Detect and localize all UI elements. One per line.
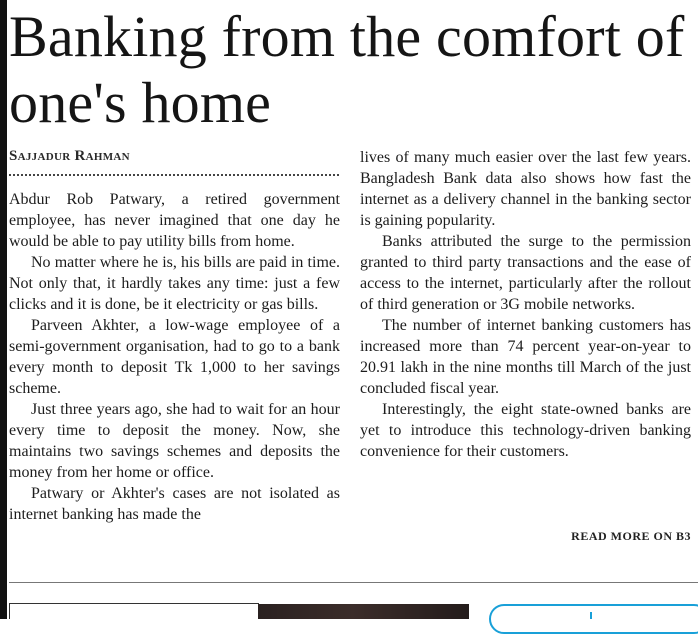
paragraph: Patwary or Akhter's cases are not isolated as internet banking has made the — [9, 485, 340, 523]
section-divider — [9, 582, 698, 583]
article-column-right — [360, 147, 691, 462]
article-headline: Banking from the comfort of one's home — [9, 4, 685, 135]
paragraph: lives of many much easier over the last few years. Bangladesh Bank data also shows how fast the internet as a delivery channel in the banking sector is gaining popularity. — [360, 149, 691, 229]
callout-marker — [590, 612, 592, 619]
paragraph: Interestingly, the eight state-owned banks are yet to introduce this technology-driven banking convenience for their customers. — [360, 401, 691, 460]
page-edge-rule — [0, 0, 7, 619]
byline-dotted-divider — [9, 174, 339, 176]
paragraph: Abdur Rob Patwary, a retired government employee, has never imagined that one day he would be able to pay utility bills from home. — [9, 191, 340, 250]
paragraph: The number of internet banking customers has increased more than 74 percent year-on-year to 20.91 lakh in the nine months till March of the just concluded fiscal year. — [360, 317, 691, 397]
article-byline: Sajjadur Rahman — [9, 148, 130, 164]
article-column-left — [9, 189, 340, 525]
paragraph: Just three years ago, she had to wait for an hour every time to deposit the money. Now, she maintains two savings schemes and deposits the money from her home or office. — [9, 401, 340, 481]
read-more-link[interactable]: READ MORE ON B3 — [571, 529, 691, 543]
paragraph: Banks attributed the surge to the permission granted to third party transactions and the ease of access to the internet, particularly after the rollout of third generation or 3G mobile networks. — [360, 233, 691, 313]
next-article-callout-box — [489, 604, 698, 634]
paragraph: No matter where he is, his bills are paid in time. Not only that, it hardly takes any time: just a few clicks and it is done, be it electricity or gas bills. — [9, 254, 340, 313]
next-article-frame — [9, 603, 259, 619]
paragraph: Parveen Akhter, a low-wage employee of a semi-government organisation, had to go to a bank every month to deposit Tk 1,000 to her savings scheme. — [9, 317, 340, 397]
next-article-photo — [258, 604, 469, 619]
